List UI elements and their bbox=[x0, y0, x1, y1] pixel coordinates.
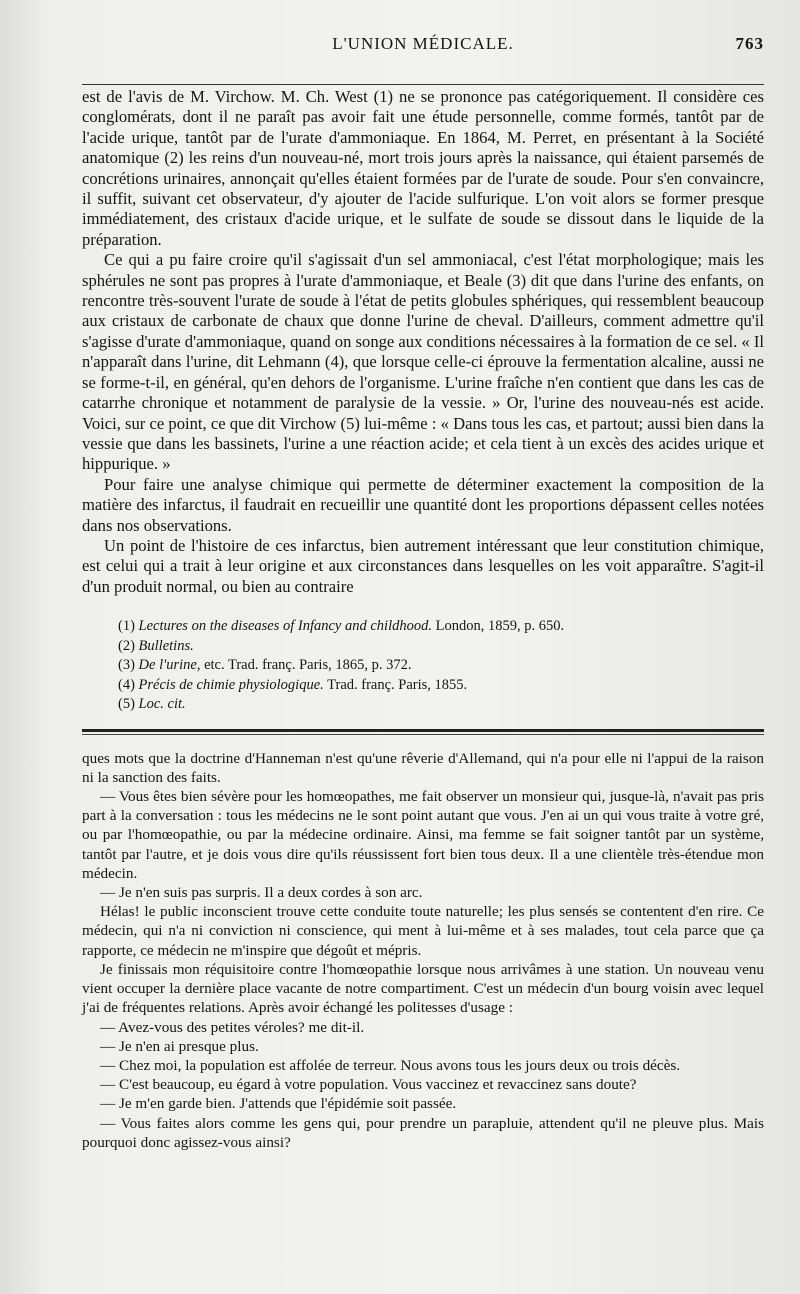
journal-title: L'UNION MÉDICALE. bbox=[332, 34, 514, 53]
article-paragraph: Pour faire une analyse chimique qui permette de déterminer exactement la composition de la matière des infarctus, il faudrait en recueillir une quantité dont les proportions dépassent celles notées dans nos observations. bbox=[82, 474, 764, 535]
feuilleton-paragraph: ques mots que la doctrine d'Hanneman n'est qu'une rêverie d'Allemand, qui n'a pour elle ni l'appui de la raison ni la sanction des faits. bbox=[82, 749, 764, 786]
running-header bbox=[82, 30, 764, 58]
feuilleton-separator bbox=[82, 729, 764, 732]
feuilleton-dialog-line: — Je n'en suis pas surpris. Il a deux cordes à son arc. bbox=[100, 884, 423, 902]
feuilleton-dialog-line: — Je n'en ai presque plus. bbox=[100, 1037, 259, 1055]
feuilleton-dialog-line: — Chez moi, la population est affolée de terreur. Nous avons tous les jours deux ou trois décès. bbox=[100, 1056, 681, 1074]
footnote: (5) Loc. cit. bbox=[118, 696, 186, 713]
feuilleton-dialog-line: — Vous êtes bien sévère pour les homœopathes, me fait observer un monsieur qui, jusque-là, n'avait pas pris part à la conversation : tous les médecins ne le sont point autant que vous. J'en ai un qui vous traite à votre gré, ou par l'homœopathie, ou par la médecine ordinaire. Ainsi, ma femme se fait soigner tantôt par un système, tantôt par l'autre, et je dois vous dire qu'ils réussissent fort bien tous deux. Il a une clientèle très-étendue mon médecin. bbox=[82, 788, 764, 882]
article-body bbox=[82, 87, 764, 597]
feuilleton-dialog-line: — Vous faites alors comme les gens qui, pour prendre un parapluie, attendent qu'il ne pleuve plus. Mais pourquoi donc agissez-vous ainsi? bbox=[82, 1114, 764, 1151]
article-paragraph: Un point de l'histoire de ces infarctus, bien autrement intéressant que leur constitution chimique, est celui qui a trait à leur origine et aux circonstances dans lesquelles on les voit apparaître. S'agit-il d'un produit normal, ou bien au contraire bbox=[82, 535, 764, 596]
footnote: (1) Lectures on the diseases of Infancy and childhood. London, 1859, p. 650. bbox=[118, 618, 565, 635]
feuilleton-dialog-line: — Je m'en garde bien. J'attends que l'épidémie soit passée. bbox=[100, 1095, 457, 1113]
feuilleton-body bbox=[82, 749, 764, 1152]
article-paragraph: est de l'avis de M. Virchow. M. Ch. West (1) ne se prononce pas catégoriquement. Il considère ces conglomérats, dont il ne paraît pas avoir fait une étude personnelle, comme formés, tantôt par de l'acide urique, tantôt par de l'urate d'ammoniaque. En 1864, M. Perret, en présentant à la Société anatomique (2) les reins d'un nouveau-né, mort trois jours après la naissance, qui étaient parsemés de concrétions urinaires, annonçait qu'elles étaient formées par de l'urate de soude. Pour s'en convaincre, il suffit, suivant cet observateur, d'y ajouter de l'acide sulfurique. L'on voit alors se former presque immédiatement, des cristaux d'acide urique, et le sulfate de soude se dissout dans le liquide de la préparation. bbox=[82, 87, 764, 249]
header-rule bbox=[82, 84, 764, 85]
feuilleton-paragraph: Hélas! le public inconscient trouve cette conduite toute naturelle; les plus sensés se contentent d'en rire. Ce médecin, qui n'a ni conviction ni conscience, qui ment à lui-même et à ses malades, tout cela parce que ça rapporte, ce médecin ne m'inspire que dégoût et mépris. bbox=[82, 903, 764, 959]
feuilleton-dialog-line: — Avez-vous des petites véroles? me dit-il. bbox=[100, 1018, 365, 1036]
footnote: (4) Précis de chimie physiologique. Trad. franç. Paris, 1855. bbox=[118, 676, 468, 693]
footnote: (2) Bulletins. bbox=[118, 637, 194, 654]
footnote: (3) De l'urine, etc. Trad. franç. Paris, 1865, p. 372. bbox=[118, 657, 412, 674]
feuilleton-paragraph: Je finissais mon réquisitoire contre l'homœopathie lorsque nous arrivâmes à une station. Un nouveau venu vient occuper la dernière place vacante de notre compartiment. C'est un médecin d'un bourg voisin avec lequel j'ai de fréquentes relations. Après avoir échangé les politesses d'usage : bbox=[82, 960, 764, 1017]
article-paragraph: Ce qui a pu faire croire qu'il s'agissait d'un sel ammoniacal, c'est l'état morphologique; mais les sphérules ne sont pas propres à l'urate d'ammoniaque, et Beale (3) dit que dans l'urine des enfants, on rencontre très-souvent l'urate de soude à l'état de petits globules sphériques, qui ressemblent beaucoup aux cristaux de carbonate de chaux que donne l'urine de cheval. D'ailleurs, comment admettre qu'il s'agisse d'urate d'ammoniaque, quand on songe aux conditions nécessaires à la formation de ce sel. « Il n'apparaît dans l'urine, dit Lehmann (4), que lorsque celle-ci éprouve la fermentation alcaline, aussi ne se forme-t-il, en général, qu'en dehors de l'organisme. L'urine fraîche n'en contient que dans les cas de catarrhe chronique et notamment de paralysie de la vessie. » Or, l'urine des nouveau-nés est acide. Voici, sur ce point, ce que dit Virchow (5) lui-même : « Dans tous les cas, et partout; aussi bien dans la vessie que dans les bassinets, l'urine a une réaction acide; et cela tient à un excès des acides urique et hippurique. » bbox=[82, 250, 764, 474]
feuilleton-dialog-line: — C'est beaucoup, eu égard à votre population. Vous vaccinez et revaccinez sans doute? bbox=[100, 1076, 637, 1094]
page-number: 763 bbox=[735, 34, 764, 53]
footnotes bbox=[82, 617, 764, 715]
feuilleton-separator-thin bbox=[82, 734, 764, 735]
